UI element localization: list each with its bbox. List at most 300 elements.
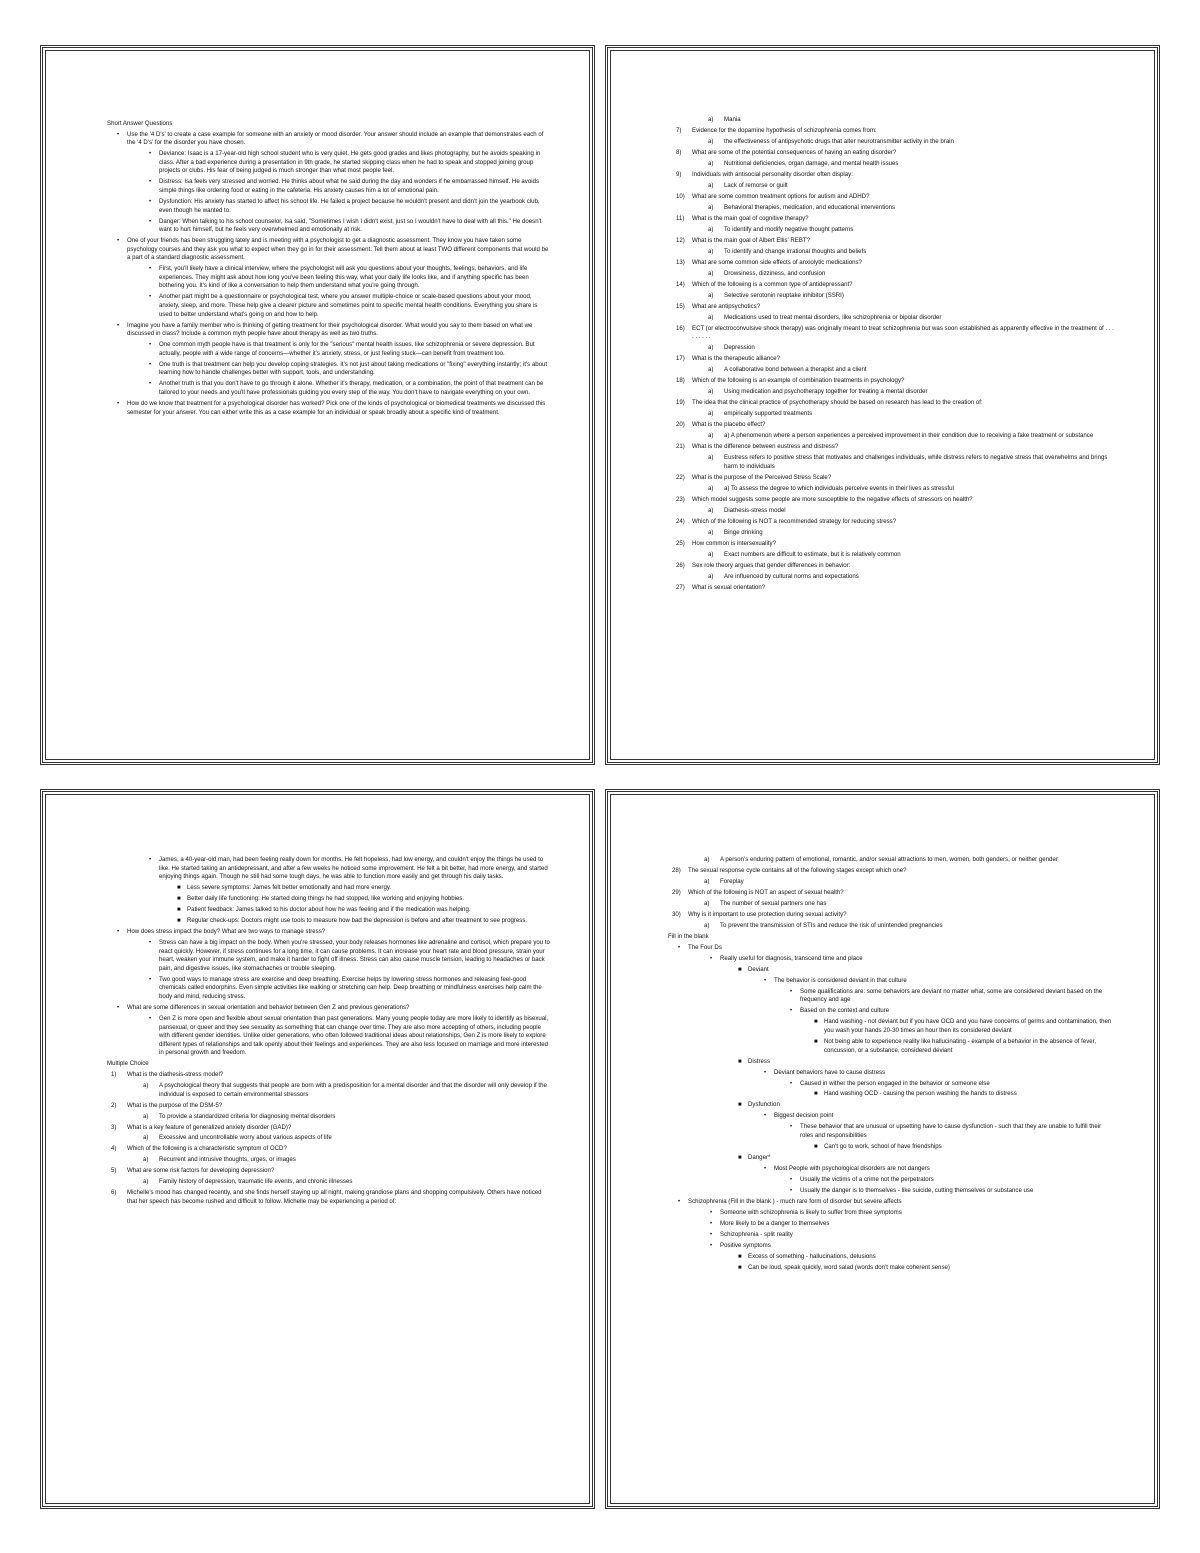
list-item	[177, 884, 550, 893]
list-item	[708, 528, 1115, 538]
list-item	[117, 130, 550, 148]
list-marker: 7)	[676, 126, 682, 134]
list-marker: •	[117, 130, 120, 138]
list-marker: •	[678, 943, 681, 951]
list-marker: 11)	[676, 214, 685, 222]
list-marker: ■	[738, 1057, 742, 1065]
list-item-text: Usually the victims of a crime not the perpetrators	[800, 1175, 934, 1183]
list-marker: a)	[708, 484, 714, 492]
list-marker: •	[790, 1175, 793, 1183]
list-item-text: Depression	[724, 344, 755, 352]
list-item	[111, 1189, 550, 1206]
list-marker: •	[149, 380, 152, 388]
list-marker: a)	[708, 247, 714, 255]
list-item-text: The idea that the clinical practice of psychotherapy should be based on research has lead to the creation of:	[692, 399, 983, 407]
list-marker: •	[710, 1208, 713, 1216]
list-marker: 16)	[676, 324, 685, 332]
list-item-text: Using medication and psychotherapy together for treating a mental disorder	[724, 388, 928, 396]
list-marker: •	[117, 928, 120, 936]
list-item	[708, 550, 1115, 560]
list-marker: a)	[704, 899, 710, 907]
list-marker: •	[149, 265, 152, 273]
list-item-text: How does stress impact the body? What are two ways to manage stress?	[127, 928, 326, 936]
list-item	[676, 170, 1115, 180]
list-item	[676, 561, 1115, 571]
list-item	[678, 1197, 1115, 1207]
list-marker: •	[764, 1112, 767, 1120]
list-item-text: Some qualifications are: some behaviors are deviant no matter what, some are considered deviant based on the frequency and age	[800, 987, 1103, 1004]
list-item-text: Lack of remorse or guilt	[724, 181, 788, 189]
list-item-text: Diathesis-stress model	[724, 506, 786, 514]
list-item	[708, 159, 1115, 169]
list-marker: 21)	[676, 443, 685, 451]
list-item-text: Schizophrenia (Fill in the blank ) - much rare form of disorder but severe affects	[688, 1197, 902, 1205]
list-item	[708, 388, 1115, 397]
list-item-text: What are some of the potential consequences of having an eating disorder?	[692, 148, 897, 156]
list-marker: •	[764, 1164, 767, 1172]
list-item	[676, 302, 1115, 312]
list-marker: 5)	[111, 1167, 117, 1175]
list-item	[676, 236, 1115, 246]
list-item-text: Danger: When talking to his school counselor, Isa said, "Sometimes I wish I didn't exist, just so I wouldn't have to deal with all this." He doesn't want to hurt himself, but he feels very overwhelmed and emotionally at risk.	[159, 217, 542, 234]
page-3-content	[107, 856, 550, 1209]
list-item-text: James, a 40-year-old man, had been feeling really down for months. He felt hopeless, had low energy, and couldn't enjoy the things he used to like. He started taking an antidepressant, and after a few weeks he noticed some improvement. He felt a bit better, had more energy, and started enjoying things again. Though he still had some tough days, he was able to function more easily and get through his daily tasks.	[159, 856, 548, 881]
list-marker: 12)	[676, 236, 685, 244]
page-2-content	[672, 116, 1115, 595]
list-marker: ■	[814, 1018, 818, 1026]
list-item-text: Which model suggests some people are more susceptible to the negative effects of stressors on health?	[692, 495, 973, 503]
list-marker: •	[149, 293, 152, 301]
list-item-text: How do we know that treatment for a psychological disorder has worked? Pick one of the kinds of psychological or biomedical treatments we discussed this semester for your answer. You can either write this as a case example for an individual or speak broadly about a specific kind of treatment.	[127, 399, 546, 416]
list-item-text: What is the main goal of cognitive therapy?	[692, 214, 809, 222]
list-item-text: Foreplay	[720, 877, 744, 885]
list-item	[814, 1018, 1115, 1035]
list-item	[149, 293, 550, 319]
list-marker: ■	[177, 917, 181, 925]
list-marker: •	[117, 399, 120, 407]
list-item-text: Why is it important to use protection during sexual activity?	[688, 910, 847, 918]
list-marker: •	[117, 321, 120, 329]
list-item-text: What is a key feature of generalized anxiety disorder (GAD)?	[127, 1123, 292, 1131]
list-item-text: Another truth is that you don't have to go through it alone. Whether it's therapy, medication, or a combination, the point of that treatment can be tailored to your needs and you'll have professionals guiding you every step of the way. You don't have to navigate everything on your own.	[159, 380, 544, 396]
list-item-text: Sex role theory argues that gender differences in behavior:	[692, 561, 851, 569]
list-item-text: One of your friends has been struggling lately and is meeting with a psychologist to get a diagnostic assessment. They know you have taken some psychology courses and they ask you what to expect when they go in for their assessment. Tell them about at least TWO different components that would be a part of a standard diagnostic assessment.	[127, 237, 549, 262]
list-item-text: One truth is that treatment can help you develop coping strategies. It's not just about taking medications or "fixing" everything instantly; it's about learning how to handle challenges better with support, tools, and understanding.	[159, 360, 548, 377]
list-marker: 27)	[676, 583, 685, 591]
document-page-2	[605, 45, 1160, 765]
list-item	[704, 921, 1115, 931]
list-item-text: The sexual response cycle contains all of the following stages except which one?	[688, 866, 907, 874]
list-marker: 10)	[676, 192, 685, 200]
list-marker: •	[710, 954, 713, 962]
list-marker: ■	[738, 1154, 742, 1161]
list-item	[710, 954, 1115, 964]
list-item	[738, 1263, 1115, 1273]
list-item-text: What is the purpose of the DSM-5?	[127, 1101, 223, 1109]
list-item	[738, 1101, 1115, 1110]
list-item	[678, 943, 1115, 953]
list-marker: ■	[814, 1143, 818, 1151]
list-marker: •	[149, 150, 152, 158]
list-item	[676, 517, 1115, 527]
list-item	[704, 856, 1115, 865]
list-item	[117, 321, 550, 339]
list-marker: 9)	[676, 170, 682, 178]
list-marker: a)	[708, 572, 714, 580]
page-4-content	[668, 856, 1115, 1275]
list-item	[708, 432, 1115, 441]
list-marker: 4)	[111, 1145, 117, 1153]
list-item	[177, 906, 550, 915]
list-item	[143, 1112, 550, 1122]
notes-list	[668, 856, 1115, 1272]
list-marker: a)	[708, 388, 714, 396]
list-marker: •	[149, 1015, 152, 1023]
list-item-text: A collaborative bond between a therapist and a client	[724, 366, 867, 374]
list-item-text: Better daily life functioning: He started doing things he had stopped, like working and enjoying hobbies.	[187, 895, 465, 903]
list-marker: a)	[708, 159, 714, 167]
list-item-text: To identify and change irrational thoughts and beliefs	[724, 247, 867, 255]
list-item-text: Drowsiness, dizziness, and confusion	[724, 269, 826, 277]
list-item-text: Dysfunction	[748, 1101, 780, 1109]
list-item-text: Hand washing - not deviant but if you have OCD and you have concerns of germs and contamination, then you wash your hands 20-30 times an hour then its considered deviant	[824, 1018, 1112, 1034]
list-item	[143, 1134, 550, 1143]
list-marker: •	[149, 360, 152, 368]
list-item-text: What is the purpose of the Perceived Stress Scale?	[692, 473, 832, 481]
list-item-text: The Four Ds	[688, 943, 722, 951]
list-item	[708, 291, 1115, 301]
list-item-text: Nutritional deficiencies, organ damage, and mental health issues	[724, 159, 899, 167]
list-item-text: a) To assess the degree to which individuals perceive events in their lives as stressful	[724, 484, 954, 492]
list-item	[149, 1015, 550, 1058]
list-item	[149, 975, 550, 1002]
list-marker: 23)	[676, 495, 685, 503]
list-item	[814, 1143, 1115, 1152]
list-marker: •	[710, 1219, 713, 1227]
list-marker: a)	[704, 877, 710, 885]
list-item-text: Which of the following is an example of combination treatments in psychology?	[692, 377, 905, 385]
list-item-text: Someone with schizophrenia is likely to suffer from three symptoms	[720, 1208, 902, 1216]
list-item-text: What are antipsychotics?	[692, 302, 761, 310]
list-item-text: What are some common side effects of anxiolytic medications?	[692, 258, 862, 266]
list-marker: a)	[708, 137, 714, 145]
list-marker: a)	[143, 1112, 149, 1120]
list-item	[790, 1123, 1115, 1140]
list-item	[676, 324, 1115, 342]
list-item-text: What are some risk factors for developing depression?	[127, 1167, 275, 1175]
list-item-text: Can't go to work, school of have friendships	[824, 1143, 942, 1151]
list-item	[676, 539, 1115, 549]
list-item	[676, 399, 1115, 408]
list-item-text: Two good ways to manage stress are exercise and deep breathing. Exercise helps by lowering stress hormones and releasing feel-good chemicals called endorphins. Even simple activities like walking or stretching can help. Deep breathing or mindfulness exercises help calm the body and mind, reducing stress.	[159, 975, 542, 1001]
list-marker: 15)	[676, 302, 685, 310]
list-item	[117, 237, 550, 263]
list-item-text: Michelle's mood has changed recently, and she finds herself staying up all night, making grandiose plans and shopping compulsively. Others have noticed that her speech has become rushed and difficult to follow. Michelle may be experiencing a period of:	[127, 1189, 542, 1205]
list-marker: •	[764, 976, 767, 984]
list-marker: a)	[143, 1081, 149, 1089]
list-item	[676, 583, 1115, 593]
document-page-4	[605, 789, 1160, 1509]
list-item	[708, 116, 1115, 125]
list-marker: •	[117, 1004, 120, 1012]
list-item	[708, 313, 1115, 323]
list-item-text: What is the main goal of Albert Ellis' REBT?	[692, 236, 811, 244]
list-marker: 17)	[676, 355, 685, 363]
list-item	[790, 1007, 1115, 1016]
list-item-text: Binge drinking	[724, 528, 763, 536]
list-marker: a)	[708, 432, 714, 440]
list-item	[676, 148, 1115, 158]
list-marker: a)	[708, 366, 714, 374]
list-item-text: What is the diathesis-stress model?	[127, 1070, 224, 1078]
list-marker: •	[790, 1123, 793, 1131]
list-marker: 19)	[676, 399, 685, 407]
list-marker: •	[764, 1068, 767, 1076]
list-item	[708, 225, 1115, 235]
list-marker: •	[149, 217, 152, 225]
list-item-text: To provide a standardized criteria for diagnosing mental disorders	[159, 1112, 336, 1120]
list-item	[676, 495, 1115, 505]
list-item	[764, 1164, 1115, 1174]
list-marker: 2)	[111, 1101, 117, 1109]
list-item-text: What is the placebo effect?	[692, 421, 766, 429]
list-item-text: Danger*	[748, 1154, 771, 1161]
list-item	[149, 178, 550, 195]
list-item	[710, 1219, 1115, 1229]
list-item	[149, 939, 550, 973]
list-item	[790, 1186, 1115, 1196]
list-item-text: Excess of something - hallucinations, delusions	[748, 1252, 876, 1260]
list-item	[143, 1081, 550, 1099]
list-item-text: The number of sexual partners one has	[720, 899, 827, 907]
list-item	[177, 917, 550, 926]
list-marker: a)	[708, 454, 714, 462]
list-item-text: What is the difference between eustress and distress?	[692, 443, 839, 451]
list-marker: 26)	[676, 561, 685, 569]
list-item-text: First, you'll likely have a clinical interview, where the psychologist will ask you questions about your thoughts, feelings, behaviors, and life experiences. They might ask about how long you've been feeling this way, what your daily life looks like, and if anything specific has been bothering you. It's kind of like a conversation to help them understand what you're going through.	[159, 265, 529, 290]
list-marker: 22)	[676, 473, 685, 481]
list-item	[738, 1154, 1115, 1163]
list-marker: ■	[738, 965, 742, 973]
list-item-text: What is the therapeutic alliance?	[692, 355, 781, 363]
list-marker: 28)	[672, 866, 681, 874]
list-marker: a)	[708, 269, 714, 277]
list-item	[676, 355, 1115, 364]
list-item-text: Gen Z is more open and flexible about sexual orientation than past generations. Many young people today are more likely to identify as bisexual, pansexual, or queer and they see sexuality as something that can change over time. They are also more accepting of others, including people with different gender identities. Unlike older generations, who often followed traditional ideas about relationships, Gen Z is more likely to explore different types of relationships and talk openly about their feelings and experiences. They are also less focused on marriage and more interested in personal growth and freedom.	[159, 1015, 549, 1057]
list-item-text: Mania	[724, 116, 741, 123]
list-item-text: Another part might be a questionnaire or psychological test, where you answer multiple-choice or scale-based questions about your mood, anxiety, sleep, and more. These help give a clearer picture and sometimes point to specific mental health conditions. Everything you share is used to better understand what's going on and how to help.	[159, 293, 538, 318]
list-marker: a)	[708, 225, 714, 233]
list-marker: ■	[177, 895, 181, 903]
list-item-text: Can be loud, speak quickly, word salad (words don't make coherent sense)	[748, 1263, 950, 1271]
short-answer-list	[107, 131, 550, 418]
list-marker: ■	[814, 1090, 818, 1098]
list-marker: •	[149, 341, 152, 349]
list-marker: a)	[708, 181, 714, 189]
list-item	[672, 910, 1115, 920]
list-marker: ■	[738, 1252, 742, 1260]
list-marker: a)	[708, 203, 714, 211]
list-item	[117, 928, 550, 937]
list-item	[814, 1037, 1115, 1055]
list-item	[738, 1252, 1115, 1262]
list-item	[764, 1112, 1115, 1121]
list-item	[676, 280, 1115, 290]
list-marker: •	[790, 1007, 793, 1015]
list-marker: a)	[708, 506, 714, 514]
list-item	[676, 126, 1115, 136]
list-marker: a)	[708, 550, 714, 558]
document-page-1	[40, 45, 595, 765]
list-item	[676, 377, 1115, 386]
list-marker: 1)	[111, 1070, 117, 1078]
list-item	[149, 380, 550, 397]
list-marker: a)	[143, 1178, 149, 1186]
list-marker: 30)	[672, 910, 681, 918]
list-marker: •	[149, 197, 152, 205]
list-item	[111, 1145, 550, 1154]
list-item-text: To prevent the transmission of STIs and reduce the risk of unintended pregnancies	[720, 921, 943, 929]
list-item-text: Eustress refers to positive stress that motivates and challenges individuals, while distress refers to negative stress that overwhelms and brings harm to individuals	[724, 454, 1108, 470]
list-item-text: Really useful for diagnosis, transcend time and place	[720, 954, 863, 962]
list-item-text: A person's enduring pattern of emotional, romantic, and/or sexual attractions to men, women, both genders, or neither gender	[720, 856, 1058, 863]
list-item	[708, 366, 1115, 375]
section-heading: Short Answer Questions	[107, 120, 173, 127]
list-item	[149, 150, 550, 176]
document-page-3	[40, 789, 595, 1509]
list-marker: •	[790, 987, 793, 995]
list-item	[708, 572, 1115, 582]
list-item	[149, 265, 550, 291]
list-item-text: Deviant	[748, 965, 769, 973]
multiple-choice-list	[672, 116, 1115, 592]
list-item-text: Distress	[748, 1057, 771, 1065]
list-item	[710, 1230, 1115, 1240]
list-item-text: Biggest decision point	[774, 1112, 834, 1120]
list-item-text: Deviance: Isaac is a 17-year-old high school student who is very quiet. He gets good grades and likes photography, but he avoids speaking in class. After a bad experience during a presentation in 9th grade, he started skipping class when he had to speak and stopped joining group projects or clubs. His fear of being judged is much stronger than what most people feel.	[159, 150, 541, 175]
short-answer-list	[107, 856, 550, 1058]
list-item-text: Distress: Isa feels very stressed and worried. He thinks about what he said during the day and wonders if he embarrassed himself. He avoids simple things like ordering food or eating in the cafeteria. His anxiety causes him a lot of emotional pain.	[159, 178, 540, 194]
list-marker: ■	[738, 1263, 742, 1271]
list-item	[708, 484, 1115, 494]
section-heading	[668, 933, 1115, 942]
list-item-text: Individuals with antisocial personality disorder often display:	[692, 170, 853, 178]
list-item	[708, 181, 1115, 191]
list-item	[143, 1156, 550, 1165]
list-item	[738, 965, 1115, 975]
list-item	[676, 192, 1115, 202]
list-item	[708, 269, 1115, 279]
multiple-choice-list	[107, 1071, 550, 1207]
list-marker: •	[149, 975, 152, 983]
list-item-text: A psychological theory that suggests that people are born with a predisposition for a mental disorder and that the disorder will only develop if the individual is exposed to certain environmental stressors	[159, 1081, 547, 1098]
list-item	[708, 506, 1115, 516]
list-item	[149, 217, 550, 235]
list-item	[708, 344, 1115, 353]
list-item	[676, 258, 1115, 268]
list-marker: 20)	[676, 421, 685, 429]
list-item-text: The behavior is considered deviant in that culture	[774, 976, 907, 984]
list-item	[708, 454, 1115, 471]
list-item-text: What are some common treatment options for autism and ADHD?	[692, 192, 870, 200]
list-item	[764, 1068, 1115, 1078]
list-marker: a)	[704, 921, 710, 929]
list-item	[117, 399, 550, 417]
list-marker: a)	[704, 856, 710, 863]
list-marker: •	[678, 1197, 681, 1205]
list-item-text: Exact numbers are difficult to estimate, but it is relatively common	[724, 550, 901, 558]
list-marker: 13)	[676, 258, 685, 266]
list-item-text: How common is intersexuality?	[692, 539, 776, 547]
list-marker: ■	[814, 1037, 818, 1045]
list-item	[764, 976, 1115, 986]
list-item-text: Stress can have a big impact on the body. When you're stressed, your body releases hormones like adrenaline and cortisol, which prepare you to react quickly. However, if stress continues for a long time, it can cause problems. It can increase your heart rate and blood pressure, strain your heart, weaken your immune system, and make it harder to fight off illness. Stress can also cause muscle tension, leading to headaches or back pain, and digestive issues, like stomachaches or trouble sleeping.	[159, 939, 550, 972]
list-item-text: the effectiveness of antipsychotic drugs that alter neurotransmitter activity in the brain	[724, 137, 954, 145]
list-item	[814, 1090, 1115, 1099]
list-item-text: To identify and modify negative thought patterns	[724, 225, 854, 233]
list-marker: 25)	[676, 539, 685, 547]
list-item	[676, 214, 1115, 224]
list-item	[710, 1208, 1115, 1218]
list-marker: •	[710, 1230, 713, 1238]
list-marker: 18)	[676, 377, 685, 385]
list-item	[143, 1178, 550, 1187]
list-item-text: Which of the following is NOT an aspect of sexual health?	[688, 888, 844, 896]
list-item-text: Use the '4 D's' to create a case example for someone with an anxiety or mood disorder. Your answer should include an example that demonstrates each of the '4 D's' for the disorder you have chosen.	[127, 130, 544, 147]
list-item	[708, 137, 1115, 147]
list-item-text: Caused in wither the person engaged in the behavior or someone else	[800, 1079, 990, 1087]
page-1-content	[107, 120, 550, 419]
list-item-text: Fill in the blank	[668, 932, 709, 940]
section-heading: Multiple Choice	[107, 1060, 149, 1068]
list-item	[676, 443, 1115, 452]
list-item-text: a) A phenomenon where a person experiences a perceived improvement in their condition due to receiving a fake treatment or substance	[724, 432, 1094, 440]
list-item-text: Deviant behaviors have to cause distress	[774, 1068, 886, 1076]
list-marker: a)	[708, 410, 714, 418]
list-item-text: Based on the context and culture	[800, 1007, 890, 1015]
list-item	[790, 1175, 1115, 1185]
list-item-text: Less severe symptoms: James felt better emotionally and had more energy.	[187, 884, 392, 892]
list-item-text: Most People with psychological disorders are not dangers	[774, 1164, 930, 1172]
list-marker: a)	[143, 1156, 149, 1164]
list-marker: a)	[708, 291, 714, 299]
list-item	[149, 360, 550, 378]
list-item	[177, 895, 550, 904]
list-marker: •	[117, 237, 120, 245]
list-item	[704, 899, 1115, 909]
list-item-text: Regular check-ups: Doctors might use tools to measure how bad the depression is before and after treatment to see progress.	[187, 917, 528, 925]
list-item-text: Not being able to experience reality like hallucinating - example of a behavior in the absence of fever, concussion, or a substance, considered deviant	[824, 1037, 1097, 1054]
list-marker: •	[149, 178, 152, 186]
list-item	[149, 197, 550, 215]
list-item-text: Which of the following is NOT a recommended strategy for reducing stress?	[692, 517, 897, 525]
list-item	[672, 888, 1115, 898]
list-item	[149, 341, 550, 358]
list-item	[790, 987, 1115, 1005]
list-marker: a)	[708, 528, 714, 536]
list-item-text: One common myth people have is that treatment is only for the "serious" mental health issues, like schizophrenia or severe depression. But actually, people with a wide range of concerns—whether it's anxiety, stress, or just feeling stuck—can benefit from treatment too.	[159, 341, 535, 357]
list-item-text: Behavioral therapies, medication, and educational interventions	[724, 203, 896, 211]
list-item-text: Which of the following is a common type of antidepressant?	[692, 280, 853, 288]
list-marker: a)	[143, 1134, 149, 1142]
list-marker: •	[790, 1186, 793, 1194]
list-item	[708, 203, 1115, 213]
list-marker: 14)	[676, 280, 685, 288]
list-item	[111, 1070, 550, 1080]
list-item	[111, 1167, 550, 1176]
list-item-text: What are some differences in sexual orientation and behavior between Gen Z and previous generations?	[127, 1004, 410, 1012]
list-marker: a)	[708, 116, 714, 123]
